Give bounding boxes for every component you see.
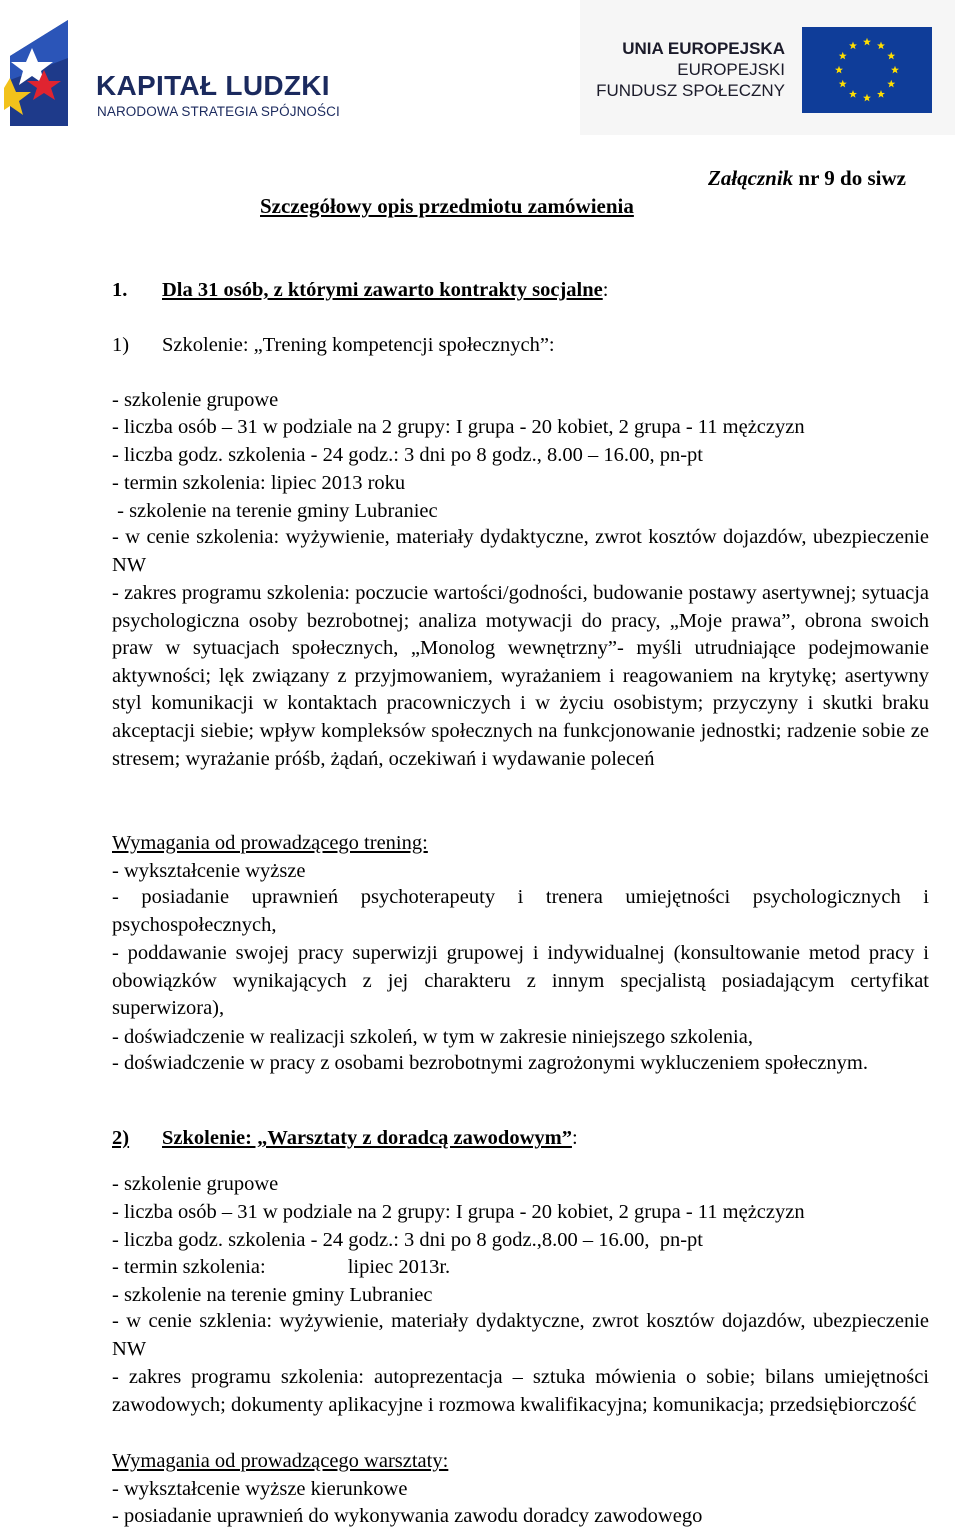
kapital-ludzki-title: KAPITAŁ LUDZKI — [96, 70, 330, 101]
training-2-line-5: - szkolenie na terenie gminy Lubraniec — [112, 1284, 433, 1306]
training-1-cost: - w cenie szkolenia: wyżywienie, materiały dydaktyczne, zwrot kosztów dojazdów, ubezpieczenie NW — [112, 526, 929, 576]
eu-line-2: EUROPEJSKI — [677, 60, 785, 79]
training-1-req-2: - posiadanie uprawnień psychoterapeuty i trenera umiejętności psychologicznych i psychospołecznych, — [112, 886, 929, 936]
training-1-req-1: - wykształcenie wyższe — [112, 860, 306, 882]
training-1-line-4: - termin szkolenia: lipiec 2013 roku — [112, 472, 406, 494]
training-1-req-3: - poddawanie swojej pracy superwizji grupowej i indywidualnej (konsultowanie metod pracy i obowiązków wynikających z jej charakteru z innym specjalistą posiadającym certyfikat superwizora), — [112, 942, 929, 1020]
training-2-requirements-title: Wymagania od prowadzącego warsztaty: — [112, 1450, 449, 1472]
training-1-heading: Szkolenie: „Trening kompetencji społecznych”: — [162, 334, 555, 356]
training-1-line-5: - szkolenie na terenie gminy Lubraniec — [112, 500, 438, 522]
section-1-colon: : — [602, 279, 609, 301]
training-2-heading-wrap — [162, 1124, 578, 1152]
annex-label — [708, 166, 906, 191]
eu-flag-icon — [802, 27, 932, 113]
training-1-line-3: - liczba godz. szkolenia - 24 godz.: 3 dni po 8 godz., 8.00 – 16.00, pn-pt — [112, 444, 703, 466]
training-2-req-2: - posiadanie uprawnień do wykonywania zawodu doradcy zawodowego — [112, 1505, 703, 1527]
training-1-requirements-title: Wymagania od prowadzącego trening: — [112, 832, 428, 854]
training-2-heading: Szkolenie: „Warsztaty z doradcą zawodowym” — [162, 1127, 572, 1149]
training-1-line-2: - liczba osób – 31 w podziale na 2 grupy: I grupa - 20 kobiet, 2 grupa - 11 mężczyzn — [112, 416, 805, 438]
annex-italic: Załącznik — [708, 166, 794, 190]
eu-line-3: FUNDUSZ SPOŁECZNY — [596, 81, 785, 100]
kapital-ludzki-mark-icon — [4, 18, 74, 126]
eu-line-1: UNIA EUROPEJSKA — [622, 39, 785, 58]
training-1-scope: - zakres programu szkolenia: poczucie wartości/godności, budowanie postawy asertywnej; sytuacja psychologiczna osoby bezrobotnej; analiza motywacji do pracy, „Moje prawa”, obrona swoich praw w sytuacjach społecznych, „Monolog wewnętrzny”- myśli utrudniające podejmowanie aktywności; lęk związany z przyjmowaniem, wyrażaniem i reagowaniem na krytykę; asertywny styl komunikacji w kontaktach pracowniczych i w życiu osobistym; przyczyny i skutki braku akceptacji siebie; wpływ kompleksów społecznych na funkcjonowanie jednostki; radzenie sobie ze stresem; wyrażanie próśb, żądań, oczekiwań i wydawanie poleceń — [112, 582, 929, 770]
training-2-number: 2) — [112, 1127, 130, 1149]
training-2-req-1: - wykształcenie wyższe kierunkowe — [112, 1478, 408, 1500]
training-2-colon: : — [571, 1127, 578, 1149]
training-2-line-4: - termin szkolenia: lipiec 2013r. — [112, 1256, 451, 1278]
annex-rest: nr 9 do siwz — [793, 166, 906, 190]
section-1-number: 1. — [112, 279, 128, 301]
training-2-line-1: - szkolenie grupowe — [112, 1173, 279, 1195]
section-1-heading — [162, 276, 608, 304]
page-header — [0, 0, 960, 140]
section-1-text: Dla 31 osób, z którymi zawarto kontrakty socjalne — [162, 279, 603, 301]
training-1-number: 1) — [112, 334, 130, 356]
kapital-ludzki-subtitle: NARODOWA STRATEGIA SPÓJNOŚCI — [97, 104, 340, 119]
training-2-line-3: - liczba godz. szkolenia - 24 godz.: 3 dni po 8 godz.,8.00 – 16.00, pn-pt — [112, 1229, 703, 1251]
training-1-req-5: - doświadczenie w pracy z osobami bezrobotnymi zagrożonymi wykluczeniem społecznym. — [112, 1052, 868, 1074]
eu-logo-text — [596, 38, 785, 101]
training-2-scope: - zakres programu szkolenia: autoprezentacja – sztuka mówienia o sobie; bilans umiejętności zawodowych; dokumenty aplikacyjne i rozmowa kwalifikacyjna; komunikacja; przedsiębiorczość — [112, 1366, 929, 1416]
training-2-cost: - w cenie szklenia: wyżywienie, materiały dydaktyczne, zwrot kosztów dojazdów, ubezpieczenie NW — [112, 1310, 929, 1360]
training-2-line-2: - liczba osób – 31 w podziale na 2 grupy: I grupa - 20 kobiet, 2 grupa - 11 mężczyzn — [112, 1201, 805, 1223]
kapital-ludzki-logo — [4, 18, 340, 128]
eu-logo — [580, 0, 955, 135]
page-title: Szczegółowy opis przedmiotu zamówienia — [260, 194, 634, 218]
training-1-req-4: - doświadczenie w realizacji szkoleń, w tym w zakresie niniejszego szkolenia, — [112, 1026, 753, 1048]
training-1-line-1: - szkolenie grupowe — [112, 389, 279, 411]
